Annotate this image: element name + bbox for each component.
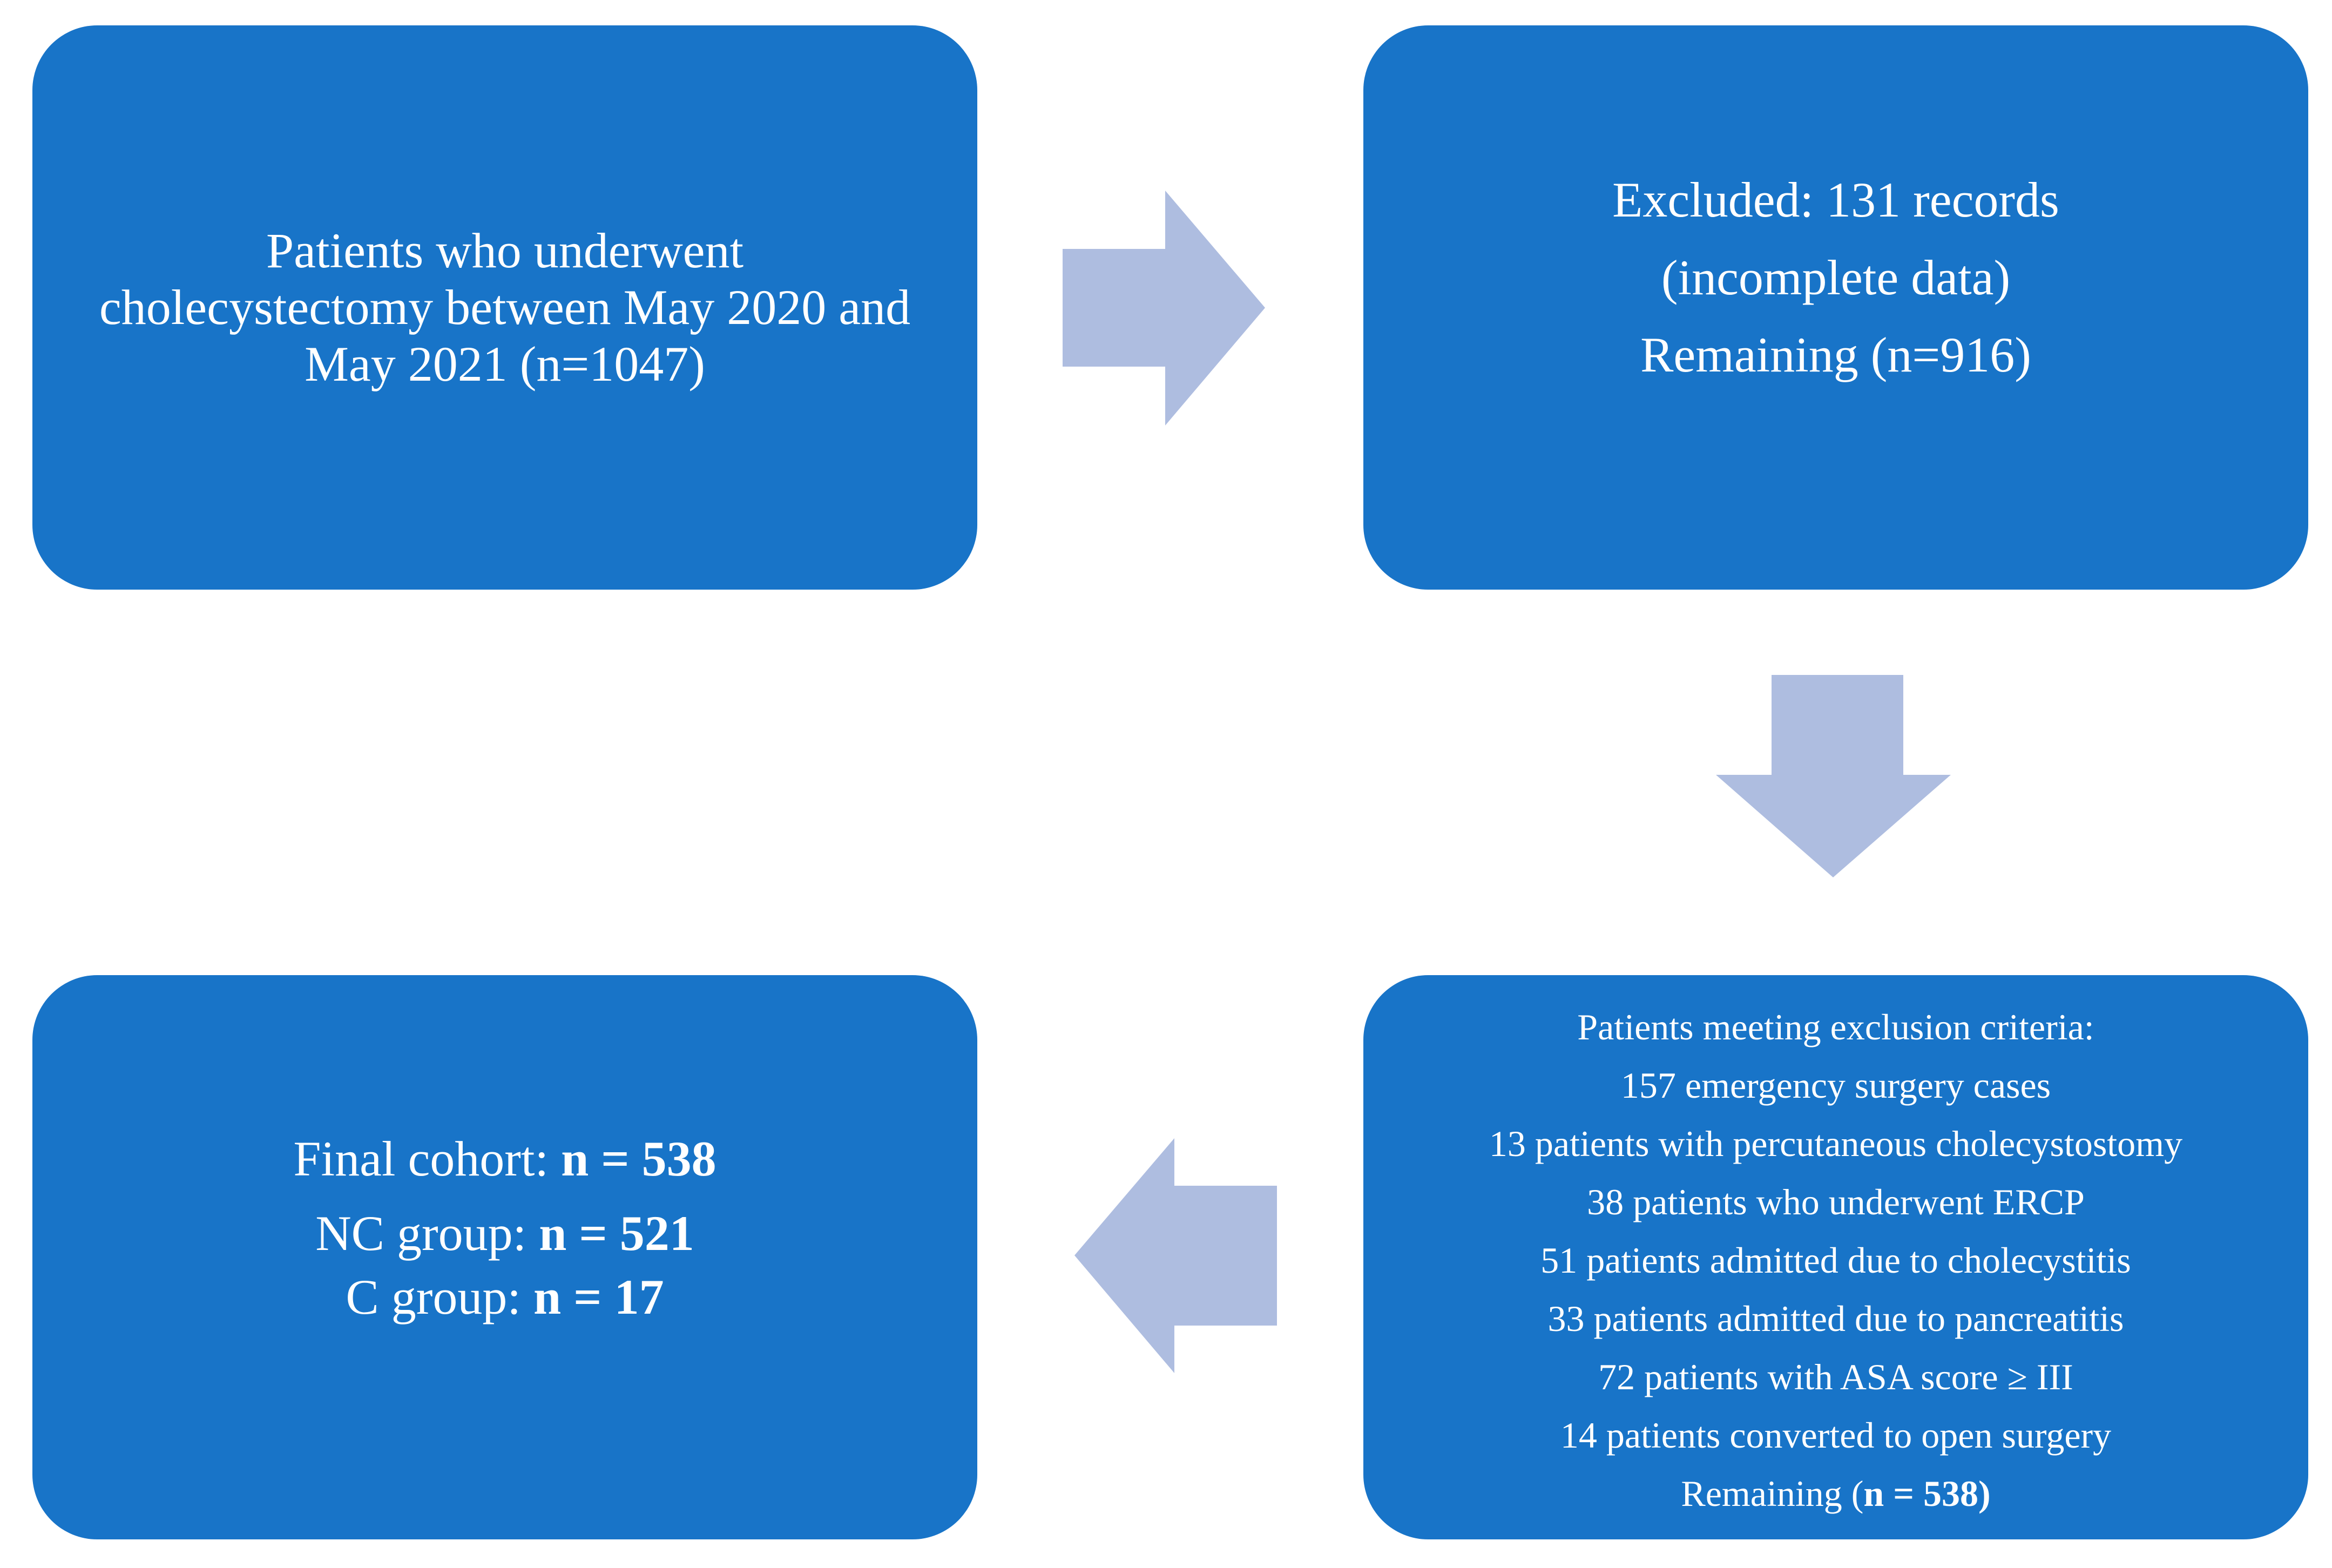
arrow-right-icon <box>1063 191 1265 425</box>
final-cohort-value: n = 538 <box>561 1131 717 1186</box>
start-line-3: May 2021 (n=1047) <box>305 336 705 391</box>
criteria-item-2: 13 patients with percutaneous cholecystostomy <box>1489 1123 2183 1164</box>
criteria-item-1: 157 emergency surgery cases <box>1620 1064 2051 1106</box>
excluded-line-1: Excluded: 131 records <box>1612 172 2059 228</box>
nc-group-value: n = 521 <box>539 1205 694 1261</box>
start-line-1: Patients who underwent <box>266 223 744 279</box>
criteria-remaining-value: n = 538) <box>1863 1472 1991 1514</box>
criteria-remaining <box>1681 1464 1990 1523</box>
arrow-left-icon <box>1074 1138 1277 1373</box>
criteria-heading: Patients meeting exclusion criteria: <box>1577 1006 2094 1047</box>
arrow-down-icon <box>1716 675 1951 877</box>
criteria-item-4: 51 patients admitted due to cholecystitis <box>1540 1239 2131 1281</box>
c-group-label: C group: <box>346 1269 533 1324</box>
exclusion-criteria-box <box>1363 975 2308 1539</box>
criteria-item-7: 14 patients converted to open surgery <box>1560 1414 2112 1456</box>
c-group-line <box>346 1260 664 1334</box>
criteria-item-5: 33 patients admitted due to pancreatitis <box>1547 1297 2124 1339</box>
excluded-line-2: (incomplete data) <box>1661 249 2011 305</box>
criteria-item-6: 72 patients with ASA score ≥ III <box>1598 1356 2073 1397</box>
start-box <box>32 25 977 590</box>
criteria-remaining-label: Remaining ( <box>1681 1472 1864 1514</box>
excluded-line-3: Remaining (n=916) <box>1640 327 2031 383</box>
nc-group-label: NC group: <box>315 1205 539 1261</box>
final-cohort-label: Final cohort: <box>293 1131 562 1186</box>
excluded-box <box>1363 25 2308 590</box>
start-line-2: cholecystectomy between May 2020 and <box>99 280 911 335</box>
c-group-value: n = 17 <box>533 1269 664 1324</box>
final-cohort-line <box>293 1121 716 1196</box>
criteria-item-3: 38 patients who underwent ERCP <box>1587 1181 2085 1222</box>
final-cohort-box <box>32 975 977 1539</box>
